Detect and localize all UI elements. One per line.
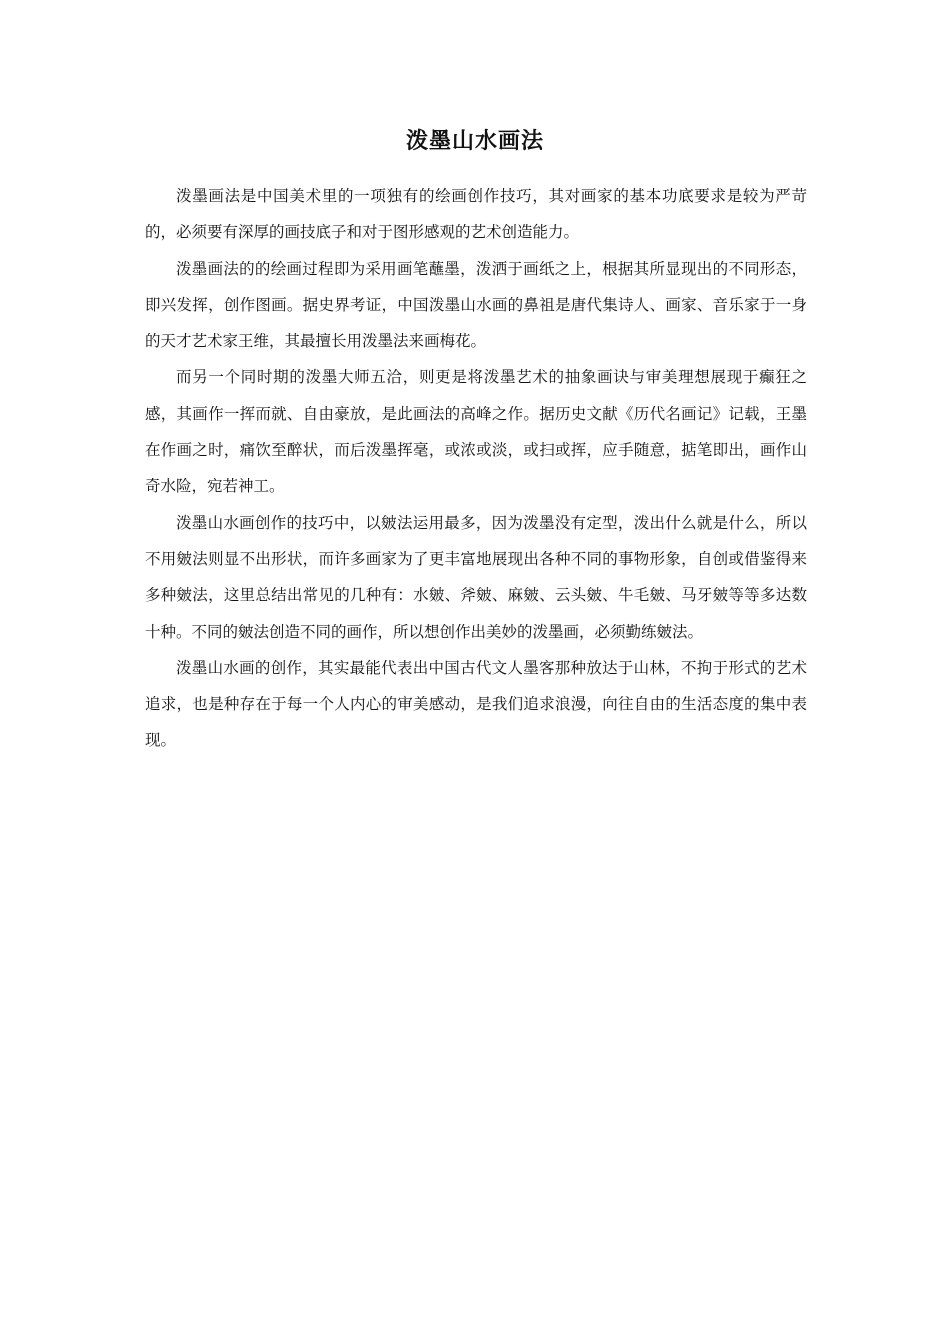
- paragraph-2: 泼墨画法的的绘画过程即为采用画笔蘸墨，泼洒于画纸之上，根据其所显现出的不同形态，即兴发挥，创作图画。据史界考证，中国泼墨山水画的鼻祖是唐代集诗人、画家、音乐家于一身的天才艺术家王维，其最擅长用泼墨法来画梅花。: [145, 259, 807, 351]
- document-body: [145, 178, 807, 759]
- paragraph-3: 而另一个同时期的泼墨大师五洽，则更是将泼墨艺术的抽象画诀与审美理想展现于癫狂之感，其画作一挥而就、自由豪放，是此画法的高峰之作。据历史文献《历代名画记》记载，王墨在作画之时，痛饮至醉状，而后泼墨挥毫，或浓或淡，或扫或挥，应手随意，掂笔即出，画作山奇水险，宛若神工。: [145, 368, 807, 496]
- document-title: 泼墨山水画法: [405, 129, 544, 154]
- paragraph-4: 泼墨山水画创作的技巧中，以皴法运用最多，因为泼墨没有定型，泼出什么就是什么，所以不用皴法则显不出形状，而许多画家为了更丰富地展现出各种不同的事物形象，自创或借鉴得来多种皴法，这里总结出常见的几种有：水皴、斧皴、麻皴、云头皴、牛毛皴、马牙皴等等多达数十种。不同的皴法创造不同的画作，所以想创作出美妙的泼墨画，必须勤练皴法。: [145, 513, 807, 641]
- paragraph-5: 泼墨山水画的创作，其实最能代表出中国古代文人墨客那种放达于山林，不拘于形式的艺术追求，也是种存在于每一个人内心的审美感动，是我们追求浪漫，向往自由的生活态度的集中表现。: [145, 658, 807, 750]
- paragraph-1: 泼墨画法是中国美术里的一项独有的绘画创作技巧，其对画家的基本功底要求是较为严苛的，必须要有深厚的画技底子和对于图形感观的艺术创造能力。: [145, 187, 807, 242]
